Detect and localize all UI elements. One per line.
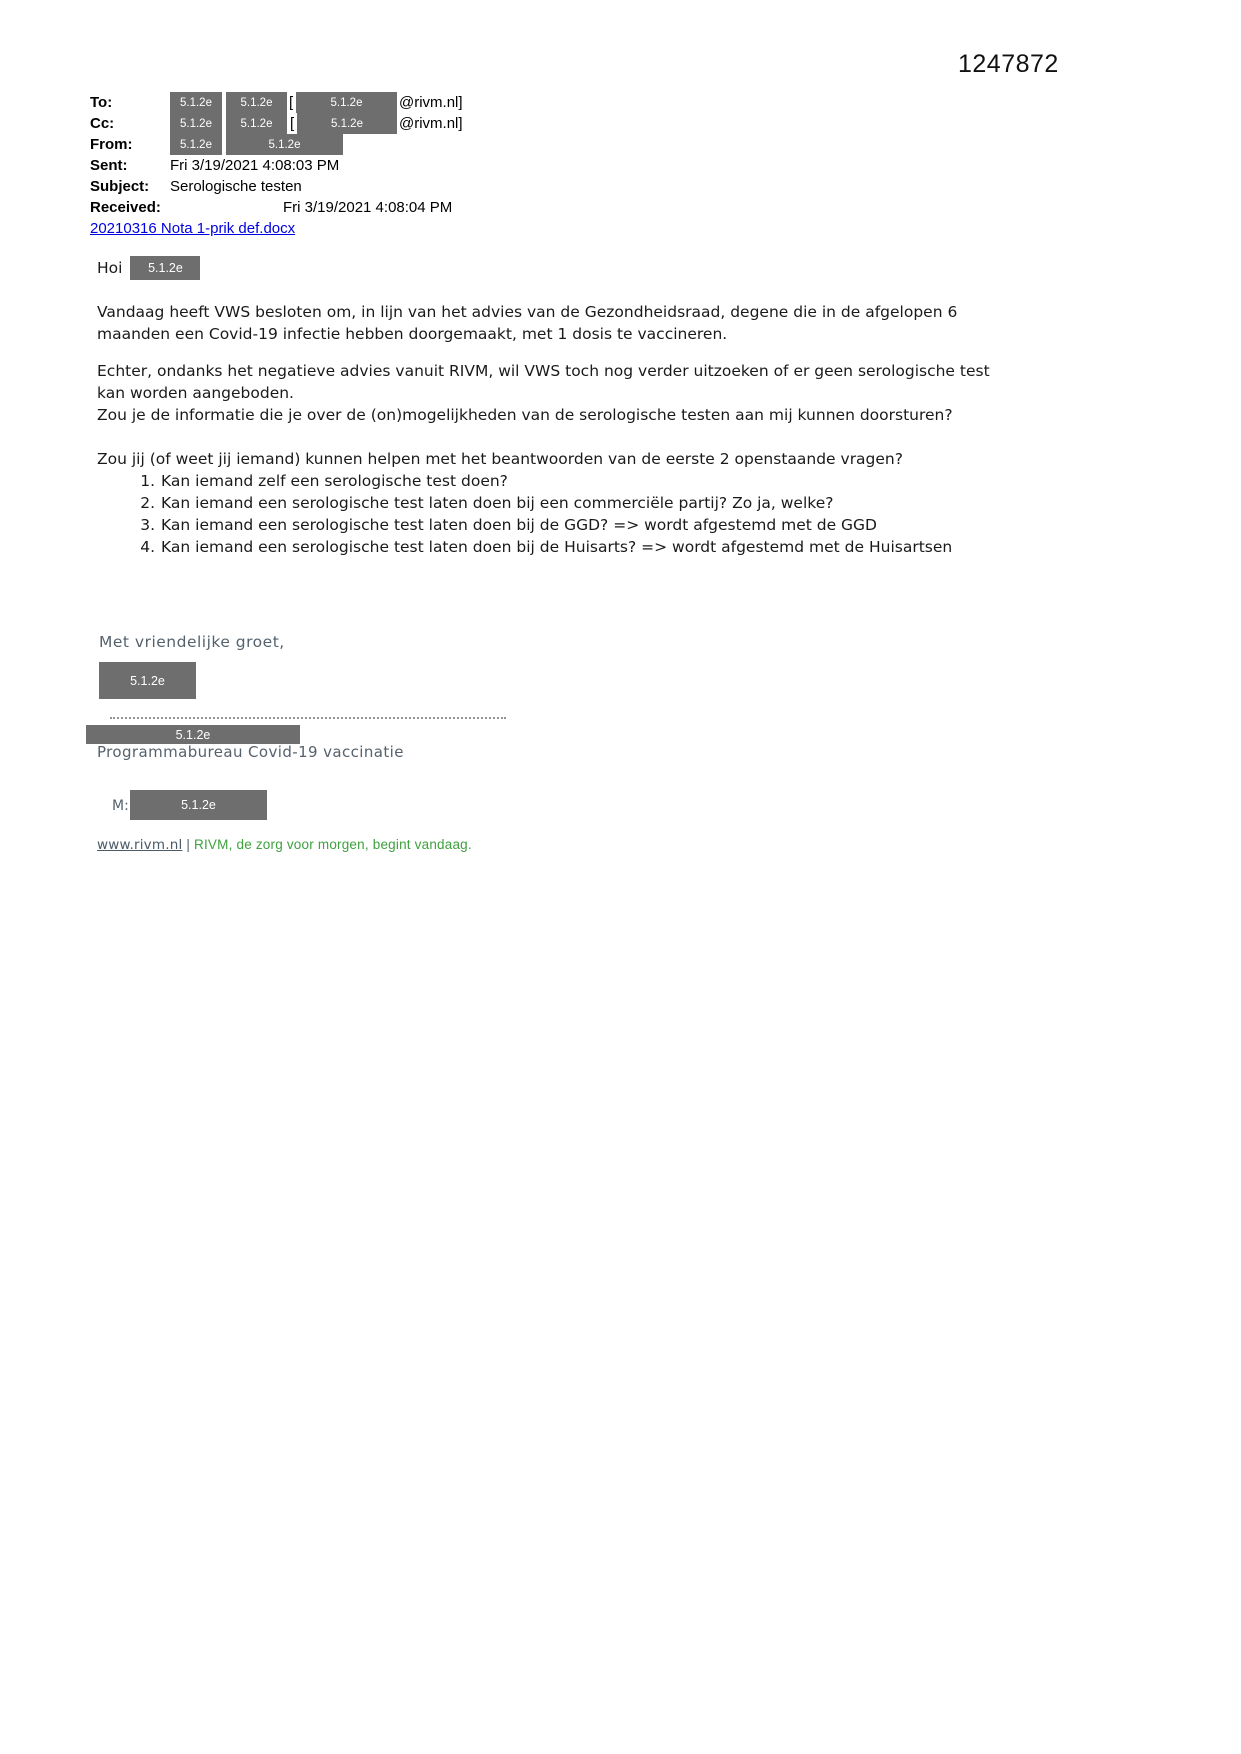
question-text: Kan iemand een serologische test laten doen bij de GGD? => wordt afgestemd met de GGD — [161, 516, 877, 534]
paragraph-line: maanden een Covid-19 infectie hebben doorgemaakt, met 1 dosis te vaccineren. — [97, 325, 728, 343]
header-row-sent — [90, 155, 690, 176]
greeting-text: Hoi — [97, 259, 123, 277]
bracket-text: [ — [290, 115, 295, 132]
question-number: 1. — [140, 472, 155, 490]
mobile-redaction: 5.1.2e — [130, 790, 267, 820]
question-text: Kan iemand een serologische test laten doen bij de Huisarts? => wordt afgestemd met de Huisartsen — [161, 538, 953, 556]
header-row-subject — [90, 176, 690, 197]
header-row-cc — [90, 113, 690, 134]
question-number: 2. — [140, 494, 155, 512]
subject-text: Serologische testen — [170, 178, 302, 195]
header-domain-text: @rivm.nl] — [399, 94, 463, 111]
header-label-received: Received: — [90, 199, 161, 216]
redaction-box: 5.1.2e — [296, 92, 397, 113]
header-label-subject: Subject: — [90, 178, 150, 195]
paragraph-line: Echter, ondanks het negatieve advies vanuit RIVM, wil VWS toch nog verder uitzoeken of er geen serologische test — [97, 362, 990, 380]
question-item — [139, 470, 508, 492]
header-label-to: To: — [90, 94, 113, 111]
question-text: Kan iemand zelf een serologische test doen? — [161, 472, 508, 490]
header-row-received — [90, 197, 690, 218]
mobile-label: M: — [112, 798, 129, 814]
question-number: 3. — [140, 516, 155, 534]
redaction-box: 5.1.2e — [226, 134, 343, 155]
dotted-divider — [110, 717, 506, 719]
redaction-box: 5.1.2e — [297, 113, 397, 134]
header-label-cc: Cc: — [90, 115, 115, 132]
bracket-text: [ — [289, 94, 294, 111]
header-row-to — [90, 92, 690, 113]
website-link[interactable]: www.rivm.nl — [97, 837, 183, 853]
doc-number: 1247872 — [958, 50, 1059, 78]
footer-separator: | — [182, 837, 195, 852]
header-domain-text: @rivm.nl] — [399, 115, 463, 132]
question-item — [139, 514, 877, 536]
question-text: Kan iemand een serologische test laten doen bij een commerciële partij? Zo ja, welke? — [161, 494, 834, 512]
header-label-sent: Sent: — [90, 157, 128, 174]
header-label-from: From: — [90, 136, 133, 153]
paragraph-line: Vandaag heeft VWS besloten om, in lijn van het advies van de Gezondheidsraad, degene die in de afgelopen 6 — [97, 303, 958, 321]
redaction-box: 5.1.2e — [170, 92, 222, 113]
signature-closing: Met vriendelijke groet, — [99, 633, 285, 651]
paragraph-line: Zou je de informatie die je over de (on)mogelijkheden van de serologische testen aan mij kunnen doorsturen? — [97, 406, 953, 424]
question-number: 4. — [140, 538, 155, 556]
attachment-link[interactable]: 20210316 Nota 1-prik def.docx — [90, 220, 296, 237]
paragraph-line: kan worden aangeboden. — [97, 384, 294, 402]
question-item — [139, 536, 952, 558]
redaction-box: 5.1.2e — [226, 92, 287, 113]
redaction-box: 5.1.2e — [226, 113, 287, 134]
redaction-box: 5.1.2e — [130, 256, 200, 280]
received-timestamp: Fri 3/19/2021 4:08:04 PM — [283, 199, 453, 216]
header-row-from — [90, 134, 690, 155]
redaction-box: 5.1.2e — [170, 113, 222, 134]
org-redaction: 5.1.2e — [86, 725, 300, 744]
footer-line — [97, 837, 472, 853]
rivm-tagline: RIVM, de zorg voor morgen, begint vandaag. — [194, 837, 472, 852]
signature-name-redaction: 5.1.2e — [99, 662, 196, 699]
sent-timestamp: Fri 3/19/2021 4:08:03 PM — [170, 157, 340, 174]
org-name: Programmabureau Covid-19 vaccinatie — [97, 743, 404, 761]
redaction-box: 5.1.2e — [170, 134, 222, 155]
greeting-line — [97, 256, 200, 280]
paragraph-line: Zou jij (of weet jij iemand) kunnen helpen met het beantwoorden van de eerste 2 openstaande vragen? — [97, 450, 903, 468]
question-item — [139, 492, 833, 514]
